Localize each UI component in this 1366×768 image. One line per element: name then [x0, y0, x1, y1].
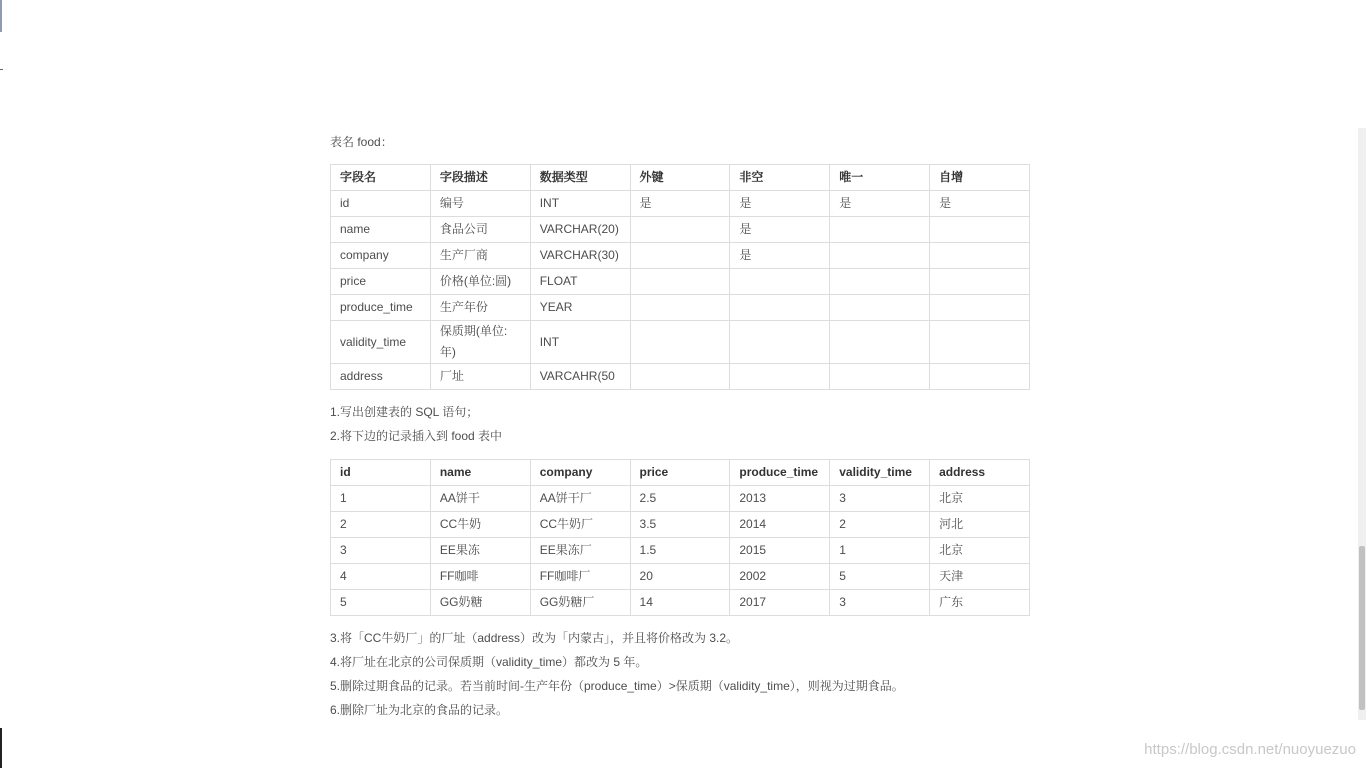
records-cell: 天津 [930, 564, 1030, 590]
schema-header-cell: 唯一 [830, 165, 930, 191]
schema-header-cell: 数据类型 [530, 165, 630, 191]
records-cell: 2014 [730, 512, 830, 538]
schema-cell: address [331, 364, 431, 390]
schema-cell: id [331, 191, 431, 217]
schema-cell: 是 [830, 191, 930, 217]
records-cell: CC牛奶厂 [530, 512, 630, 538]
records-body [331, 486, 1030, 616]
question-1: 1.写出创建表的 SQL 语句； [330, 405, 479, 419]
records-header-cell: id [331, 460, 431, 486]
records-cell: CC牛奶 [430, 512, 530, 538]
records-cell: 广东 [930, 590, 1030, 616]
records-cell: 4 [331, 564, 431, 590]
schema-row [331, 295, 1030, 321]
records-cell: GG奶糖厂 [530, 590, 630, 616]
schema-cell: 食品公司 [430, 217, 530, 243]
records-cell: GG奶糖 [430, 590, 530, 616]
schema-cell: company [331, 243, 431, 269]
window-edge-marker [0, 0, 2, 32]
records-row [331, 564, 1030, 590]
records-row [331, 538, 1030, 564]
schema-cell [630, 217, 730, 243]
schema-cell [830, 217, 930, 243]
records-header-cell: price [630, 460, 730, 486]
records-cell: 北京 [930, 486, 1030, 512]
records-cell: 1 [331, 486, 431, 512]
records-cell: FF咖啡 [430, 564, 530, 590]
schema-header-cell: 非空 [730, 165, 830, 191]
schema-cell [930, 217, 1030, 243]
watermark: https://blog.csdn.net/nuoyuezuo [1144, 741, 1356, 758]
schema-cell: 保质期(单位:年) [430, 321, 530, 364]
window-edge-tick [0, 69, 3, 70]
schema-cell [830, 295, 930, 321]
records-header-cell: produce_time [730, 460, 830, 486]
records-header-row [331, 460, 1030, 486]
schema-cell: 编号 [430, 191, 530, 217]
schema-cell: VARCAHR(50 [530, 364, 630, 390]
schema-row [331, 321, 1030, 364]
records-cell: EE果冻 [430, 538, 530, 564]
schema-cell: price [331, 269, 431, 295]
records-cell: AA饼干 [430, 486, 530, 512]
records-table [330, 459, 1030, 616]
schema-cell [830, 243, 930, 269]
schema-cell [930, 243, 1030, 269]
article-content [330, 130, 1030, 722]
schema-cell [730, 364, 830, 390]
records-cell: 3 [331, 538, 431, 564]
records-cell: 5 [331, 590, 431, 616]
records-cell: 14 [630, 590, 730, 616]
schema-cell: 是 [730, 191, 830, 217]
records-header-cell: company [530, 460, 630, 486]
question-list-b [330, 626, 1030, 722]
schema-cell: validity_time [331, 321, 431, 364]
schema-body [331, 191, 1030, 390]
records-cell: 20 [630, 564, 730, 590]
records-cell: FF咖啡厂 [530, 564, 630, 590]
records-cell: 3.5 [630, 512, 730, 538]
schema-cell [830, 321, 930, 364]
records-cell: 河北 [930, 512, 1030, 538]
question-4: 4.将厂址在北京的公司保质期（validity_time）都改为 5 年。 [330, 655, 648, 669]
schema-cell: VARCHAR(20) [530, 217, 630, 243]
schema-cell: 厂址 [430, 364, 530, 390]
records-row [331, 512, 1030, 538]
records-cell: EE果冻厂 [530, 538, 630, 564]
schema-row [331, 191, 1030, 217]
schema-cell [930, 295, 1030, 321]
table-caption: 表名 food： [330, 135, 393, 149]
schema-cell: FLOAT [530, 269, 630, 295]
schema-row [331, 269, 1030, 295]
records-cell: 3 [830, 590, 930, 616]
records-cell: 2002 [730, 564, 830, 590]
window-edge-marker-bottom [0, 728, 2, 768]
records-row [331, 590, 1030, 616]
records-cell: 1.5 [630, 538, 730, 564]
schema-cell: 是 [730, 243, 830, 269]
schema-table [330, 164, 1030, 390]
schema-header-row [331, 165, 1030, 191]
records-row [331, 486, 1030, 512]
schema-cell: INT [530, 321, 630, 364]
schema-cell: 是 [930, 191, 1030, 217]
question-5: 5.删除过期食品的记录。若当前时间-生产年份（produce_time）>保质期（validity_time），则视为过期食品。 [330, 679, 904, 693]
schema-header-cell: 字段描述 [430, 165, 530, 191]
schema-cell: 生产年份 [430, 295, 530, 321]
schema-cell: 价格(单位:圆) [430, 269, 530, 295]
schema-row [331, 364, 1030, 390]
schema-cell [730, 295, 830, 321]
schema-cell [930, 321, 1030, 364]
records-header-cell: validity_time [830, 460, 930, 486]
schema-cell [630, 243, 730, 269]
records-header-cell: name [430, 460, 530, 486]
question-2: 2.将下边的记录插入到 food 表中 [330, 429, 503, 443]
records-header-cell: address [930, 460, 1030, 486]
schema-cell [630, 321, 730, 364]
schema-cell: INT [530, 191, 630, 217]
schema-header-cell: 外键 [630, 165, 730, 191]
schema-cell [630, 295, 730, 321]
records-cell: AA饼干厂 [530, 486, 630, 512]
schema-cell: 生产厂商 [430, 243, 530, 269]
schema-header-cell: 自增 [930, 165, 1030, 191]
schema-cell: produce_time [331, 295, 431, 321]
schema-cell: name [331, 217, 431, 243]
question-3: 3.将「CC牛奶厂」的厂址（address）改为「内蒙古」，并且将价格改为 3.2。 [330, 631, 739, 645]
schema-row [331, 243, 1030, 269]
records-cell: 2.5 [630, 486, 730, 512]
schema-cell [630, 364, 730, 390]
schema-cell [630, 269, 730, 295]
question-list-a [330, 400, 1030, 448]
records-cell: 5 [830, 564, 930, 590]
question-6: 6.删除厂址为北京的食品的记录。 [330, 703, 509, 717]
schema-cell [730, 269, 830, 295]
records-cell: 1 [830, 538, 930, 564]
records-cell: 3 [830, 486, 930, 512]
schema-cell [930, 364, 1030, 390]
schema-cell: YEAR [530, 295, 630, 321]
schema-cell [830, 364, 930, 390]
scrollbar-thumb[interactable] [1359, 546, 1365, 710]
records-cell: 2 [331, 512, 431, 538]
records-cell: 2017 [730, 590, 830, 616]
records-cell: 2 [830, 512, 930, 538]
schema-cell [730, 321, 830, 364]
records-cell: 2013 [730, 486, 830, 512]
schema-row [331, 217, 1030, 243]
schema-cell [830, 269, 930, 295]
records-cell: 北京 [930, 538, 1030, 564]
records-cell: 2015 [730, 538, 830, 564]
schema-cell [930, 269, 1030, 295]
schema-cell: 是 [730, 217, 830, 243]
schema-cell: VARCHAR(30) [530, 243, 630, 269]
schema-header-cell: 字段名 [331, 165, 431, 191]
schema-cell: 是 [630, 191, 730, 217]
